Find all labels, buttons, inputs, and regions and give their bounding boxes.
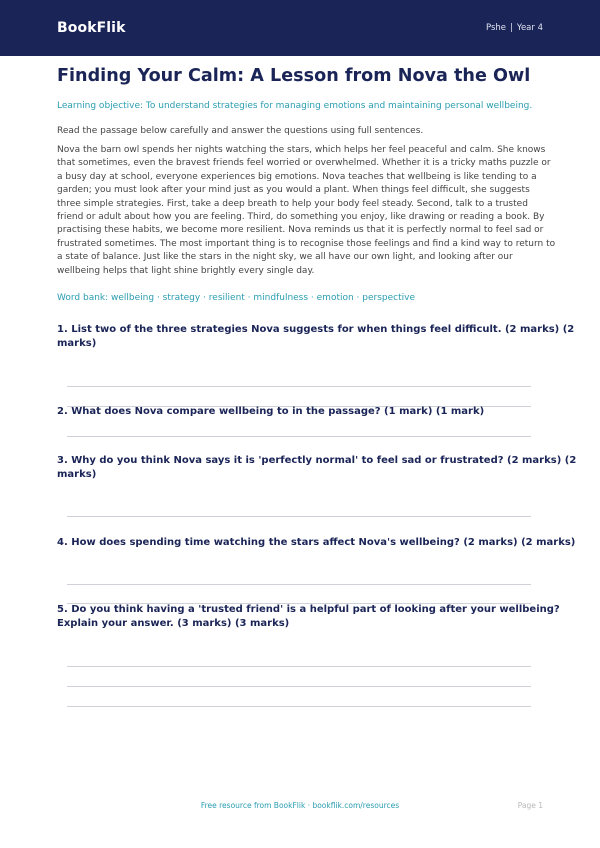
answer-line[interactable] bbox=[67, 516, 531, 517]
passage-line: that sometimes, even the bravest friends feel worried or overwhelmed. Whether it is a tricky maths puzzle or bbox=[57, 158, 551, 169]
passage-line: Nova the barn owl spends her nights watching the stars, which helps her feel peaceful and calm. She knows bbox=[57, 145, 546, 155]
passage-line: wellbeing helps that light shine brightly every single day. bbox=[57, 265, 315, 276]
passage-line: garden; you must look after your mind just as you would a plant. When things feel difficult, she suggests bbox=[57, 185, 530, 196]
answer-line[interactable] bbox=[67, 386, 531, 387]
question-line: 4. How does spending time watching the stars affect Nova's wellbeing? (2 marks) (2 marks) bbox=[57, 537, 576, 548]
passage-line: three simple strategies. First, take a deep breath to help your body feel steady. Second, talk to a trusted bbox=[57, 198, 528, 209]
footer bbox=[0, 801, 600, 815]
footer-link[interactable]: Free resource from BookFlik · bookflik.com/resources bbox=[200, 801, 400, 810]
question-line: 1. List two of the three strategies Nova suggests for when things feel difficult. (2 marks) (2 bbox=[57, 324, 575, 335]
question-line: 3. Why do you think Nova says it is 'perfectly normal' to feel sad or frustrated? (2 marks) (2 bbox=[57, 455, 577, 466]
question-3 bbox=[57, 454, 577, 482]
answer-line[interactable] bbox=[67, 706, 531, 707]
header-bar bbox=[0, 0, 600, 56]
answer-line[interactable] bbox=[67, 436, 531, 437]
page-title: Finding Your Calm: A Lesson from Nova the Owl bbox=[57, 66, 531, 86]
word-bank: Word bank: wellbeing · strategy · resilient · mindfulness · emotion · perspective bbox=[57, 293, 416, 303]
question-line: 2. What does Nova compare wellbeing to in the passage? (1 mark) (1 mark) bbox=[57, 406, 485, 417]
passage-line: friend or adult about how you are feeling. Third, do something you enjoy, like drawing or reading a book. By bbox=[57, 212, 545, 223]
learning-objective: Learning objective: To understand strategies for managing emotions and maintaining personal wellbeing. bbox=[57, 101, 533, 111]
question-line: 5. Do you think having a 'trusted friend' is a helpful part of looking after your wellbeing? bbox=[57, 604, 560, 615]
passage-line: frustrated sometimes. The most important thing is to recognise those feelings and find a kind way to return to bbox=[57, 238, 556, 249]
passage-line: a busy day at school, everyone experiences big emotions. Nova teaches that wellbeing is like tending to a bbox=[57, 171, 537, 182]
reading-passage bbox=[57, 144, 556, 278]
answer-line[interactable] bbox=[67, 666, 531, 667]
passage-line: a state of balance. Just like the stars in the night sky, we all have our own light, and looking after our bbox=[57, 252, 513, 263]
brand-logo: BookFlik bbox=[57, 20, 126, 36]
instructions: Read the passage below carefully and answer the questions using full sentences. bbox=[57, 126, 424, 136]
question-line: Explain your answer. (3 marks) (3 marks) bbox=[57, 618, 290, 630]
answer-line[interactable] bbox=[67, 686, 531, 687]
year-label: Year 4 bbox=[516, 23, 543, 33]
question-line: marks) bbox=[57, 469, 97, 481]
question-4 bbox=[57, 536, 576, 550]
question-line: marks) bbox=[57, 338, 97, 350]
question-5 bbox=[57, 603, 560, 631]
meta-separator: | bbox=[510, 23, 513, 33]
passage-line: practising these habits, we become more resilient. Nova reminds us that it is perfectly normal to feel sad or bbox=[57, 225, 544, 236]
question-1 bbox=[57, 323, 575, 351]
question-2 bbox=[57, 405, 543, 419]
page-number: Page 1 bbox=[517, 801, 543, 810]
subject-label: Pshe bbox=[485, 23, 507, 33]
answer-line[interactable] bbox=[67, 584, 531, 585]
header-meta bbox=[486, 23, 543, 33]
